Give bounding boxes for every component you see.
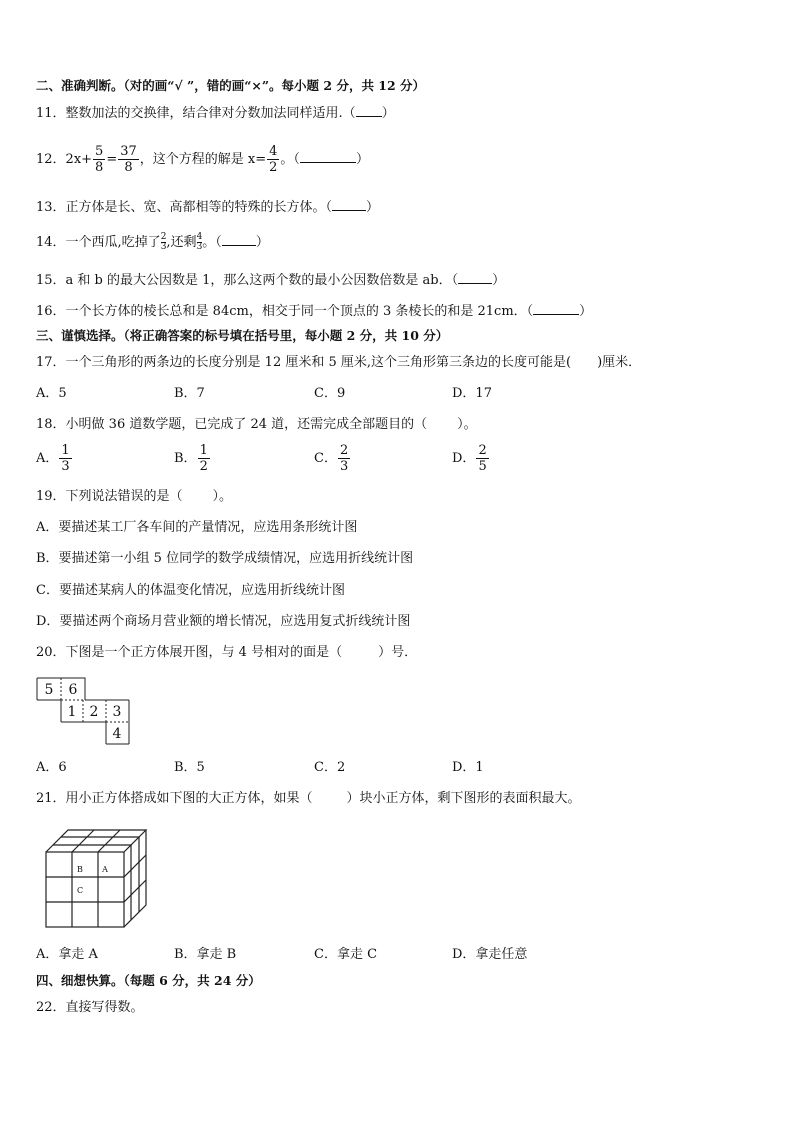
option-label: C．: [314, 451, 337, 466]
option-c[interactable]: [314, 443, 351, 474]
question-19-text: 19．下列说法错误的是（: [36, 489, 183, 504]
fraction: [476, 443, 488, 474]
fraction: [338, 443, 350, 474]
numerator: 4: [269, 144, 278, 159]
question-12-prefix: 12．2x+: [36, 152, 93, 167]
question-11-text: 11．整数加法的交换律，结合律对分数加法同样适用.（: [36, 106, 356, 121]
option-a[interactable]: A．5: [36, 386, 67, 401]
numerator: 4: [196, 232, 203, 242]
numerator: 2: [160, 232, 167, 242]
numerator: 2: [478, 443, 487, 458]
question-14-mid: ,还剩: [166, 235, 197, 250]
answer-blank[interactable]: [533, 302, 579, 315]
question-18-tail: ）。: [457, 417, 477, 432]
option-a[interactable]: A．6: [36, 760, 67, 775]
question-18-text: 18．小明做 36 道数学题，已完成了 24 道，还需完成全部题目的（: [36, 417, 428, 432]
question-14-paren-open: 。（: [202, 235, 222, 250]
denominator: 2: [199, 459, 208, 474]
denominator: 2: [269, 160, 278, 175]
section-2-heading: 二、准确判断。（对的画“√ ”，错的画“×”。每小题 2 分，共 12 分）: [36, 78, 426, 93]
question-16-tail: ）: [579, 304, 593, 319]
question-16: [36, 302, 592, 321]
question-21-tail: ）块小正方体，剩下图形的表面积最大。: [346, 791, 581, 806]
question-19: [36, 488, 232, 506]
question-19-tail: ）。: [212, 489, 233, 504]
question-21-text: 21．用小正方体搭成如下图的大正方体，如果（: [36, 791, 313, 806]
denominator: 3: [160, 242, 167, 252]
option-b[interactable]: [174, 443, 211, 474]
option-c[interactable]: C．要描述某病人的体温变化情况，应选用折线统计图: [36, 583, 345, 598]
net-face-5: 5: [44, 682, 54, 698]
question-15-text: 15．a 和 b 的最大公因数是 1，那么这两个数的最小公因数倍数是 ab．（: [36, 273, 459, 288]
question-14-paren-close: ）: [255, 235, 269, 250]
fraction: [267, 144, 279, 175]
question-13: [36, 198, 379, 217]
cube-label-c: C: [76, 886, 84, 895]
question-20: [36, 644, 417, 662]
fraction: [118, 144, 139, 175]
option-a[interactable]: A．要描述某工厂各车间的产量情况，应选用条形统计图: [36, 520, 358, 535]
option-b[interactable]: B．5: [174, 760, 205, 775]
question-12-mid: ，这个方程的解是 x=: [139, 152, 267, 167]
equals-sign: =: [106, 152, 118, 167]
answer-blank[interactable]: [300, 150, 356, 163]
denominator: 3: [339, 459, 349, 474]
option-a[interactable]: A．拿走 A: [36, 947, 98, 962]
cube-net-figure: [36, 677, 136, 747]
option-a[interactable]: [36, 443, 73, 474]
question-17: [36, 354, 641, 372]
answer-blank[interactable]: [356, 104, 382, 117]
question-12-paren-close: ）: [355, 152, 369, 167]
question-15-tail: ）: [492, 273, 506, 288]
question-14: [36, 233, 269, 252]
section-4-heading: 四、细想快算。（每题 6 分，共 24 分）: [36, 973, 261, 988]
option-b[interactable]: B．拿走 B: [174, 947, 237, 962]
answer-blank[interactable]: [332, 198, 366, 211]
option-d[interactable]: D．17: [452, 386, 492, 401]
denominator: 3: [196, 242, 203, 252]
question-17-text: 17．一个三角形的两条边的长度分别是 12 厘米和 5 厘米,这个三角形第三条边的长度可能是(: [36, 355, 572, 370]
option-label: B．: [174, 451, 197, 466]
question-11: [36, 104, 395, 123]
option-d[interactable]: D．拿走任意: [452, 947, 528, 962]
fraction: [198, 443, 210, 474]
option-c[interactable]: C．拿走 C: [314, 947, 378, 962]
cube-stack-figure: [42, 826, 152, 932]
fraction: [59, 443, 71, 474]
section-3-heading: 三、谨慎选择。（将正确答案的标号填在括号里，每小题 2 分，共 10 分）: [36, 328, 449, 343]
question-11-tail: ）: [381, 106, 395, 121]
denominator: 5: [478, 459, 487, 474]
question-13-tail: ）: [366, 200, 380, 215]
option-d[interactable]: D．要描述两个商场月营业额的增长情况，应选用复式折线统计图: [36, 614, 411, 629]
option-label: D．: [452, 451, 476, 466]
option-label: A．: [36, 451, 59, 466]
net-face-6: 6: [68, 682, 78, 698]
answer-blank[interactable]: [458, 271, 492, 284]
fraction: [93, 144, 105, 175]
numerator: 5: [95, 144, 104, 159]
numerator: 1: [199, 443, 208, 458]
net-face-2: 2: [89, 704, 99, 720]
question-20-text: 20．下图是一个正方体展开图，与 4 号相对的面是（: [36, 645, 343, 660]
option-d[interactable]: [452, 443, 490, 474]
question-12: [36, 144, 369, 175]
question-15: [36, 271, 505, 290]
question-14-prefix: 14．一个西瓜,吃掉了: [36, 235, 161, 250]
question-17-tail: )厘米．: [597, 355, 642, 370]
numerator: 37: [120, 144, 137, 159]
option-c[interactable]: C．9: [314, 386, 346, 401]
cube-label-b: B: [77, 865, 83, 874]
net-face-4: 4: [112, 726, 122, 742]
option-b[interactable]: B．要描述第一小组 5 位同学的数学成绩情况，应选用折线统计图: [36, 551, 414, 566]
question-22: 22．直接写得数。: [36, 1000, 144, 1015]
question-21: [36, 790, 581, 808]
net-face-1: 1: [67, 704, 77, 720]
question-13-text: 13．正方体是长、宽、高都相等的特殊的长方体。（: [36, 200, 333, 215]
question-18: [36, 416, 477, 434]
denominator: 3: [61, 459, 70, 474]
question-16-text: 16．一个长方体的棱长总和是 84cm，相交于同一个顶点的 3 条棱长的和是 21cm．（: [36, 304, 534, 319]
net-face-3: 3: [112, 704, 122, 720]
question-20-tail: ）号．: [378, 645, 418, 660]
option-c[interactable]: C．2: [314, 760, 346, 775]
numerator: 1: [61, 443, 70, 458]
option-d[interactable]: D．1: [452, 760, 484, 775]
answer-blank[interactable]: [222, 233, 256, 246]
cube-label-a: A: [102, 865, 108, 874]
question-12-paren-open: 。（: [280, 152, 300, 167]
denominator: 8: [124, 160, 133, 175]
denominator: 8: [95, 160, 104, 175]
numerator: 2: [339, 443, 349, 458]
option-b[interactable]: B．7: [174, 386, 205, 401]
